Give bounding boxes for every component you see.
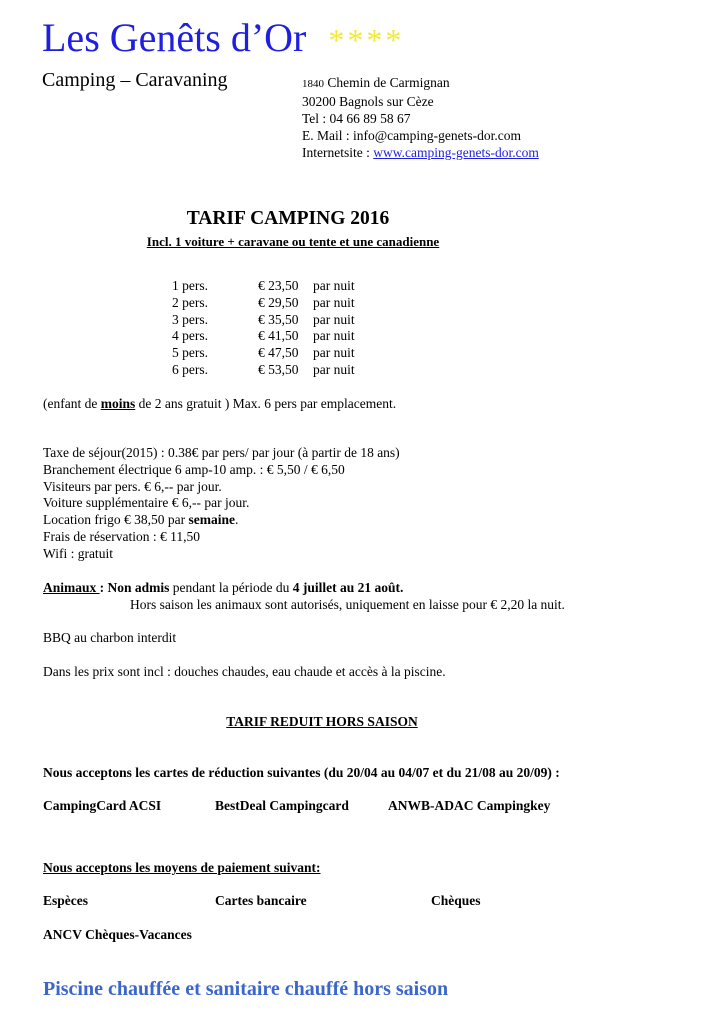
rate-row: [172, 362, 355, 379]
rates-table: [172, 278, 355, 379]
rate-price: € 35,50: [258, 311, 299, 327]
payment-method: Espèces: [43, 893, 88, 908]
campsite-title: [42, 15, 405, 60]
child-note: [43, 396, 396, 413]
address-number: 1840: [302, 78, 324, 90]
fridge-rental: [43, 512, 400, 529]
fridge-text: .: [234, 512, 239, 528]
website-label: Internetsite :: [302, 145, 374, 160]
wifi-note: Wifi : gratuit: [43, 545, 113, 561]
rate-price: € 29,50: [258, 294, 299, 310]
tourist-tax: Taxe de séjour(2015) : 0.38€ par pers/ par jour (à partir de 18 ans): [43, 445, 400, 460]
animals-period-dates: 4 juillet au 21 août.: [292, 580, 404, 595]
animals-label: Animaux: [43, 580, 100, 595]
child-note-emphasis: moins: [100, 396, 136, 411]
rate-persons: 3 pers.: [172, 311, 208, 327]
rate-persons: 5 pers.: [172, 345, 208, 361]
website-line: [302, 144, 539, 161]
discount-card: ANWB-ADAC Campingkey: [388, 798, 551, 813]
animals-period-text: pendant la période du: [169, 580, 293, 595]
rate-row: [172, 278, 355, 295]
fees-list: [43, 445, 400, 563]
rate-price: € 53,50: [258, 361, 299, 377]
footer-note: Piscine chauffée et sanitaire chauffé hors saison: [43, 978, 449, 1000]
payment-methods: [43, 893, 481, 909]
payment-method: Cartes bancaire: [215, 893, 307, 908]
tarif-title: TARIF CAMPING 2016: [186, 208, 390, 229]
bbq-note: BBQ au charbon interdit: [43, 630, 177, 645]
rate-row: [172, 312, 355, 329]
rate-unit: par nuit: [313, 328, 355, 344]
rate-persons: 1 pers.: [172, 278, 208, 293]
reduced-rate-title: TARIF REDUIT HORS SAISON: [226, 714, 418, 729]
included-note: Dans les prix sont incl : douches chaudes, eau chaude et accès à la piscine.: [43, 664, 446, 679]
rate-unit: par nuit: [313, 278, 355, 293]
rate-persons: 2 pers.: [172, 294, 208, 310]
child-note-text: (enfant de: [43, 396, 101, 411]
rate-unit: par nuit: [313, 361, 355, 377]
tarif-subtitle: Incl. 1 voiture + caravane ou tente et une canadienne: [146, 234, 440, 249]
discount-cards-intro: Nous acceptons les cartes de réduction suivantes (du 20/04 au 04/07 et du 21/08 au 20/09) :: [43, 765, 560, 780]
title-text: Les Genêts d’Or: [42, 15, 307, 60]
phone-line: Tel : 04 66 89 58 67: [302, 111, 411, 126]
address-street: Chemin de Carmignan: [324, 75, 450, 90]
payment-extra: ANCV Chèques-Vacances: [43, 927, 192, 942]
rate-price: € 41,50: [258, 328, 299, 344]
child-note-text: de 2 ans gratuit ) Max. 6 pers par emplacement.: [135, 396, 397, 411]
rate-unit: par nuit: [313, 311, 355, 327]
address-line: [302, 74, 539, 93]
rate-unit: par nuit: [313, 345, 355, 361]
discount-card: BestDeal Campingcard: [215, 798, 349, 813]
payment-method: Chèques: [431, 893, 481, 908]
animals-off-season: Hors saison les animaux sont autorisés, uniquement en laisse pour € 2,20 la nuit.: [130, 597, 565, 612]
animals-not-allowed: Non admis: [107, 580, 170, 595]
rate-unit: par nuit: [313, 294, 355, 310]
fridge-text: Location frigo € 38,50 par: [43, 512, 189, 528]
electric-hookup: Branchement électrique 6 amp-10 amp. : € 5,50 / € 6,50: [43, 461, 345, 477]
email-line: E. Mail : info@camping-genets-dor.com: [302, 128, 522, 143]
visitor-fee: Visiteurs par pers. € 6,-- par jour.: [43, 478, 222, 494]
animals-sep: :: [99, 580, 108, 595]
fridge-period: semaine: [188, 512, 235, 528]
city-line: 30200 Bagnols sur Cèze: [302, 94, 434, 109]
rate-price: € 23,50: [258, 278, 299, 293]
extra-car-fee: Voiture supplémentaire € 6,-- par jour.: [43, 495, 250, 511]
reservation-fee: Frais de réservation : € 11,50: [43, 528, 200, 544]
rate-row: [172, 345, 355, 362]
rate-row: [172, 328, 355, 345]
animals-policy: [43, 580, 403, 597]
campsite-subtitle: Camping – Caravaning: [42, 69, 228, 91]
website-link[interactable]: www.camping-genets-dor.com: [373, 145, 539, 160]
rate-persons: 4 pers.: [172, 328, 208, 344]
discount-cards: [43, 798, 550, 814]
discount-card: CampingCard ACSI: [43, 798, 162, 813]
contact-block: [302, 74, 539, 161]
rate-persons: 6 pers.: [172, 361, 208, 377]
payment-title: Nous acceptons les moyens de paiement suivant:: [43, 860, 321, 875]
rate-price: € 47,50: [258, 345, 299, 361]
rate-row: [172, 295, 355, 312]
rating-stars: ****: [328, 22, 405, 58]
